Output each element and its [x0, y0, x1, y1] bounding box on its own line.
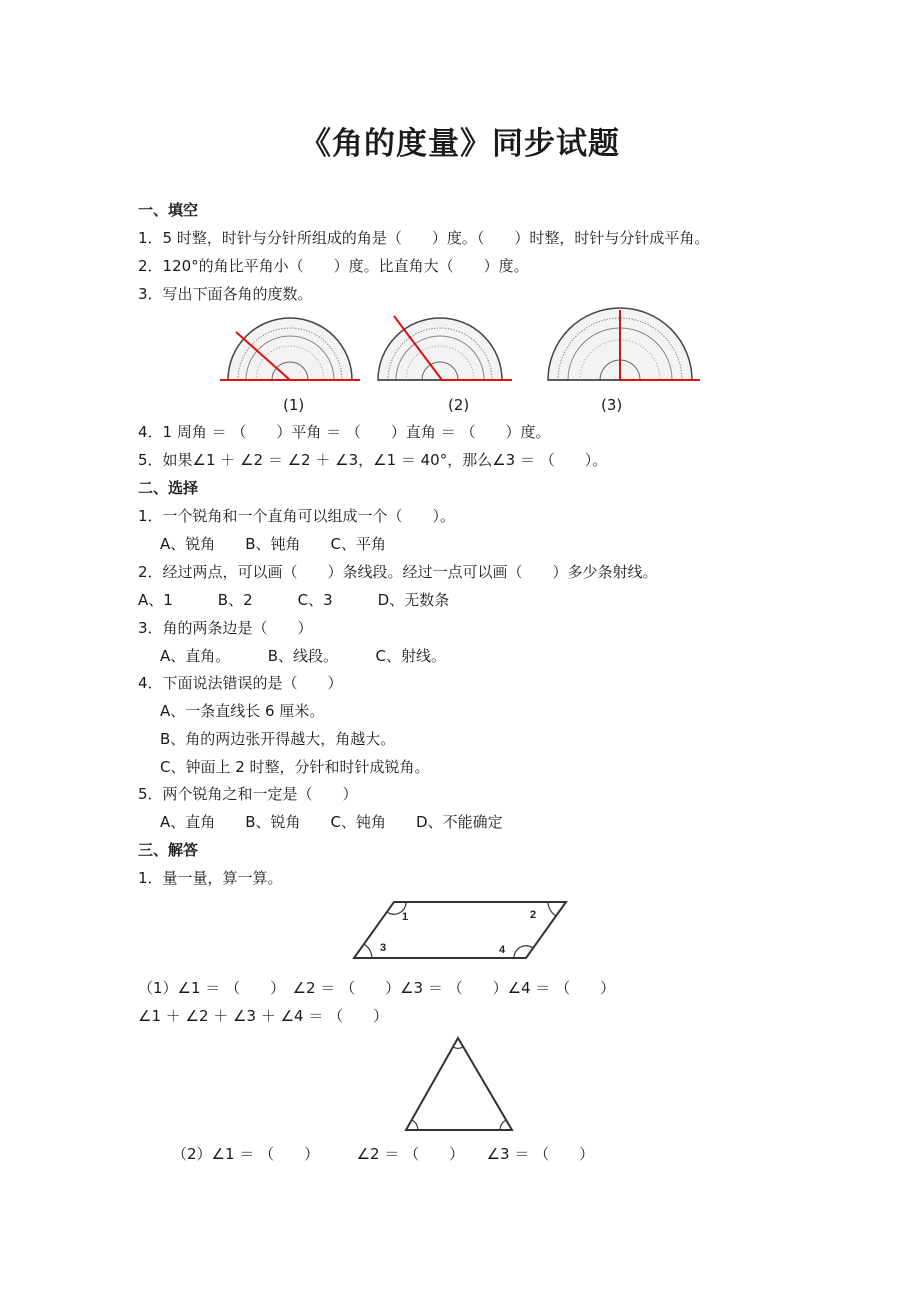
parallelogram-figure [348, 896, 572, 964]
parallelogram-angle-label-2: 2 [530, 909, 537, 921]
choice-question-1-options: A、锐角 B、钝角 C、平角 [160, 535, 387, 553]
protractor-caption-2: (2) [448, 396, 470, 414]
choice-question-1: 1．一个锐角和一个直角可以组成一个（ ）。 [138, 507, 456, 525]
section-heading-choice: 二、选择 [138, 479, 199, 497]
choice-question-5: 5．两个锐角之和一定是（ ） [138, 785, 358, 803]
choice-question-2: 2．经过两点，可以画（ ）条线段。经过一点可以画（ ）多少条射线。 [138, 563, 658, 581]
protractor-figure-1 [220, 306, 360, 386]
fill-question-1: 1．5 时整，时针与分针所组成的角是（ ）度。（ ）时整，时针与分针成平角。 [138, 229, 710, 247]
choice-question-5-options: A、直角 B、锐角 C、钝角 D、不能确定 [160, 813, 503, 831]
fill-question-4: 4．1 周角 ＝ （ ）平角 ＝ （ ）直角 ＝ （ ）度。 [138, 423, 551, 441]
solve-answer-line-2: ∠1 ＋ ∠2 ＋ ∠3 ＋ ∠4 ＝ （ ） [138, 1007, 389, 1025]
section-heading-solve: 三、解答 [138, 841, 199, 859]
protractor-figure-2 [374, 306, 514, 386]
protractor-caption-3: (3) [601, 396, 623, 414]
protractor-caption-1: (1) [283, 396, 305, 414]
parallelogram-angle-label-4: 4 [499, 944, 506, 956]
choice-question-2-options: A、1 B、2 C、3 D、无数条 [138, 591, 450, 609]
choice-question-3-options: A、直角。 B、线段。 C、射线。 [160, 647, 447, 665]
solve-answer-line-3: （2）∠1 ＝ （ ） ∠2 ＝ （ ） ∠3 ＝ （ ） [172, 1145, 595, 1163]
section-heading-fill: 一、填空 [138, 201, 199, 219]
choice-question-4: 4．下面说法错误的是（ ） [138, 674, 343, 692]
protractor-figure-3 [544, 306, 704, 386]
page-title: 《角的度量》同步试题 [300, 126, 620, 162]
parallelogram-angle-label-3: 3 [380, 942, 387, 954]
fill-question-3: 3．写出下面各角的度数。 [138, 285, 313, 303]
choice-question-4-option-a: A、一条直线长 6 厘米。 [160, 702, 325, 720]
choice-question-4-option-b: B、角的两边张开得越大，角越大。 [160, 730, 396, 748]
triangle-figure [402, 1034, 518, 1134]
choice-question-4-option-c: C、钟面上 2 时整，分针和时针成锐角。 [160, 758, 430, 776]
fill-question-5: 5．如果∠1 ＋ ∠2 ＝ ∠2 ＋ ∠3，∠1 ＝ 40°，那么∠3 ＝ （ ）。 [138, 451, 608, 469]
parallelogram-angle-label-1: 1 [402, 911, 409, 923]
choice-question-3: 3．角的两条边是（ ） [138, 619, 313, 637]
fill-question-2: 2．120°的角比平角小（ ）度。比直角大（ ）度。 [138, 257, 529, 275]
solve-answer-line-1: （1）∠1 ＝ （ ） ∠2 ＝ （ ）∠3 ＝ （ ）∠4 ＝ （ ） [138, 979, 616, 997]
solve-question-1: 1．量一量，算一算。 [138, 869, 283, 887]
